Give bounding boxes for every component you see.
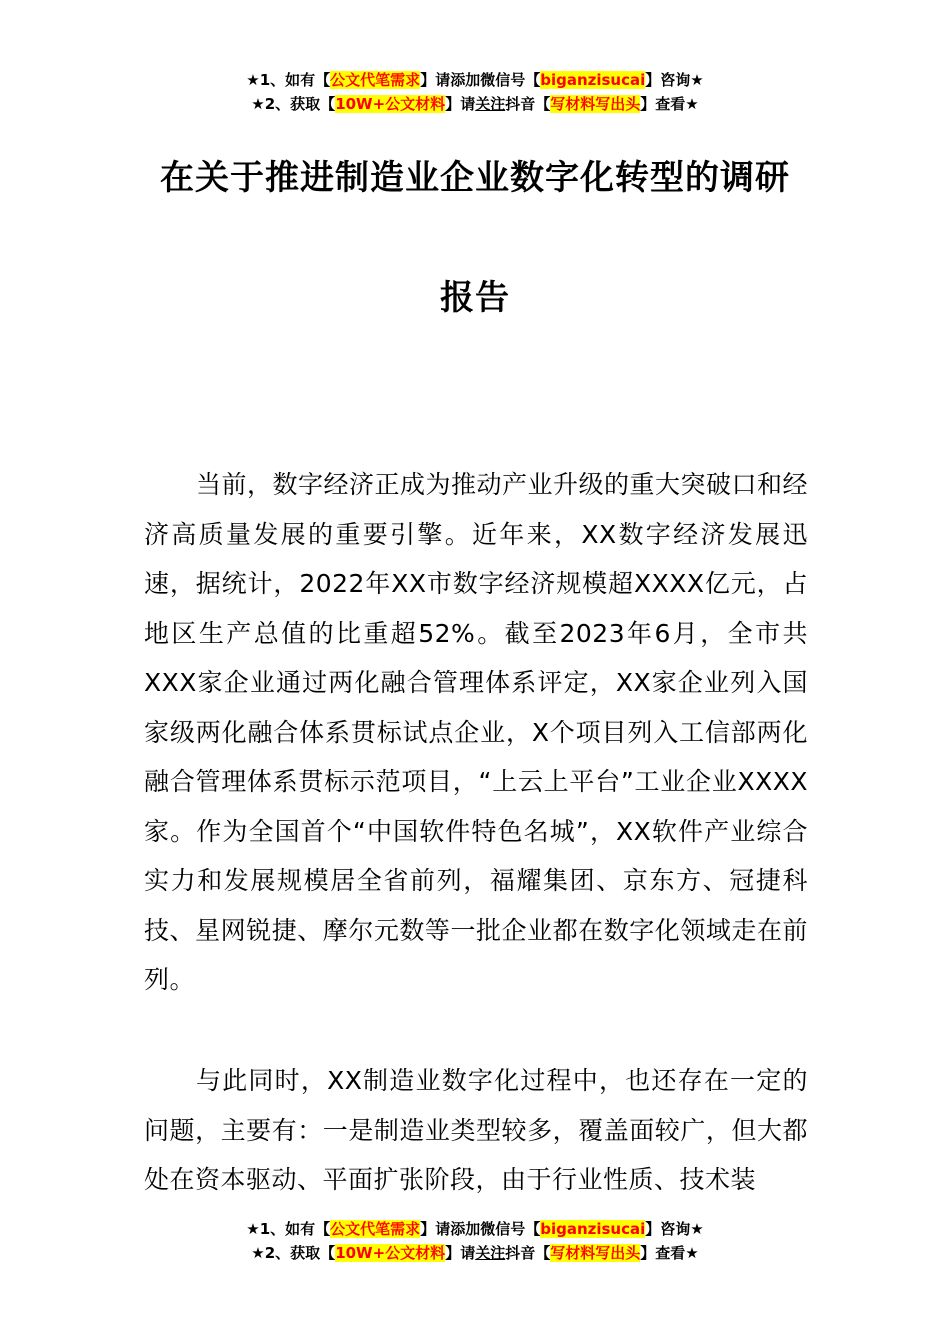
body-paragraph: 与此同时，XX制造业数字化过程中，也还存在一定的问题，主要有：一是制造业类型较多，覆盖面较广，但大都处在资本驱动、平面扩张阶段，由于行业性质、技术装	[144, 1066, 808, 1194]
banner-text: 】咨询★	[645, 1220, 704, 1238]
banner-highlight: biganzisucai	[540, 71, 646, 89]
document-title: 在关于推进制造业企业数字化转型的调研	[160, 158, 790, 198]
document-title-continued: 报告	[440, 278, 510, 318]
body-paragraph: 当前，数字经济正成为推动产业升级的重大突破口和经济高质量发展的重要引擎。近年来，XX数字经济发展迅速，据统计，2022年XX市数字经济规模超XXXX亿元，占地区生产总值的比重超52%。截至2023年6月，全市共XXX家企业通过两化融合管理体系评定，XX家企业列入国家级两化融合体系贯标试点企业，X个项目列入工信部两化融合管理体系贯标示范项目，“上云上平台”工业企业XXXX家。作为全国首个“中国软件特色名城”，XX软件产业综合实力和发展规模居全省前列，福耀集团、京东方、冠捷科技、星网锐捷、摩尔元数等一批企业都在数字化领域走在前列。	[144, 470, 809, 994]
banner-line-2	[0, 92, 950, 116]
banner-highlight: 10W+公文材料	[335, 1244, 446, 1262]
banner-text: 抖音【	[505, 95, 551, 113]
banner-highlight: 公文代笔需求	[330, 71, 421, 89]
banner-text: 】请添加微信号【	[420, 71, 541, 89]
banner-highlight: 10W+公文材料	[335, 95, 446, 113]
header-banner	[0, 68, 950, 116]
banner-highlight: biganzisucai	[540, 1220, 646, 1238]
banner-text: 抖音【	[505, 1244, 551, 1262]
banner-text: 】咨询★	[645, 71, 704, 89]
banner-underlined: 关注	[475, 1244, 506, 1262]
banner-line-1	[0, 1217, 950, 1241]
banner-text: 】查看★	[640, 95, 699, 113]
banner-text: ★2、获取【	[251, 1244, 336, 1262]
banner-highlight: 公文代笔需求	[330, 1220, 421, 1238]
banner-highlight: 写材料写出头	[550, 95, 641, 113]
footer-banner	[0, 1217, 950, 1265]
banner-text: ★2、获取【	[251, 95, 336, 113]
banner-text: 】请	[445, 1244, 476, 1262]
banner-underlined: 关注	[475, 95, 506, 113]
banner-line-1	[0, 68, 950, 92]
banner-highlight: 写材料写出头	[550, 1244, 641, 1262]
banner-line-2	[0, 1241, 950, 1265]
banner-text: 】请添加微信号【	[420, 1220, 541, 1238]
banner-text: 】请	[445, 95, 476, 113]
banner-text: ★1、如有【	[246, 1220, 331, 1238]
banner-text: ★1、如有【	[246, 71, 331, 89]
banner-text: 】查看★	[640, 1244, 699, 1262]
